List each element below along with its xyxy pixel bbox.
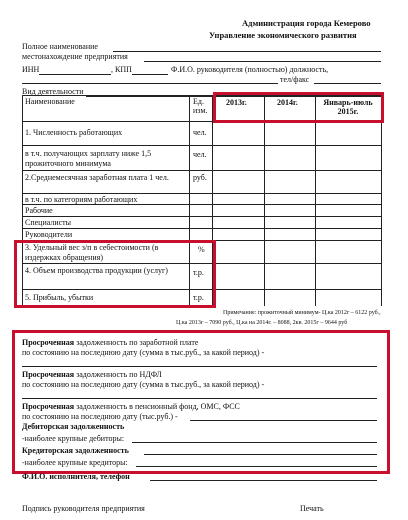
debtor-label: Дебиторская задолженность <box>22 422 125 431</box>
inn-label: ИНН <box>22 65 40 74</box>
highlight-years-header <box>213 92 384 123</box>
creditor-input[interactable] <box>144 454 377 455</box>
kpp-label: , КПП <box>111 65 132 74</box>
col-header-2015: Январь-июль 2015г. <box>323 98 373 116</box>
debt-funds-line2: по состоянию на последнюю дату (тыс.руб.) - <box>22 412 178 421</box>
note-line-2: Ц.ка 2013г – 7090 руб., Ц.ка на 2014г. – 8088, 2кв. 2015г – 9644 руб <box>176 320 348 326</box>
col-header-2014: 2014г. <box>277 98 298 107</box>
creditor-largest-input[interactable] <box>136 466 377 467</box>
phone-line[interactable] <box>314 83 381 84</box>
row-6-name: Специалисты <box>25 218 72 227</box>
row-7-name: Руководители <box>25 230 73 239</box>
inn-line[interactable] <box>39 74 111 75</box>
full-name-label: Полное наименование <box>22 42 98 51</box>
header-dept: Управление экономического развития <box>209 30 357 40</box>
debtor-largest-input[interactable] <box>132 442 377 443</box>
debt-ndfl-title: Просроченная задолженность по НДФЛ <box>22 370 162 379</box>
row-1-name: 1. Численность работающих <box>25 128 123 137</box>
col-header-2013: 2013г. <box>226 98 247 107</box>
location-label: местонахождение предприятия <box>22 52 128 61</box>
phone-label: тел/факс <box>280 75 310 84</box>
row-9-unit: т.р. <box>193 268 204 277</box>
debtor-largest-label: -наиболее крупные дебиторы: <box>22 434 125 443</box>
col-header-name: Наименование <box>25 97 75 106</box>
executor-label: Ф.И.О. исполнителя, телефон <box>22 472 130 481</box>
header-org: Администрация города Кемерово <box>242 18 371 28</box>
note-line-1: Примечание: прожиточный минимум- Ц.ка 2012г – 6122 руб., <box>223 310 381 316</box>
row-2-unit: чел. <box>193 150 207 159</box>
row-8-name: 3. Удельный вес з/п в себестоимости (в издержках обращения) <box>25 243 159 262</box>
executor-input[interactable] <box>150 480 377 481</box>
debt-wages-input[interactable] <box>22 366 377 367</box>
row-3-unit: руб. <box>193 173 207 182</box>
activity-label: Вид деятельности <box>22 87 84 96</box>
row-8-unit: % <box>198 245 205 254</box>
debt-funds-input[interactable] <box>190 420 377 421</box>
kpp-line[interactable] <box>132 74 168 75</box>
signature-label: Подпись руководителя предприятия <box>22 504 145 513</box>
creditor-label: Кредиторская задолженность <box>22 446 129 455</box>
debt-funds-title: Просроченная задолженность в пенсионный фонд, ОМС, ФСС <box>22 402 240 411</box>
stamp-label: Печать <box>300 504 324 513</box>
fio-label: Ф.И.О. руководителя (полностью) должность, <box>171 65 329 74</box>
row-3-name: 2.Среднемесячная заработная плата 1 чел. <box>25 173 169 182</box>
row-2-name: в т.ч. получающих зарплату ниже 1,5 прожиточного минимума <box>25 149 152 168</box>
row-9-name: 4. Объем производства продукции (услуг) <box>25 266 168 275</box>
highlight-rows-3-5 <box>14 240 216 308</box>
row-10-unit: т.р. <box>193 293 204 302</box>
row-5-name: Рабочие <box>25 206 53 215</box>
row-4-name: в т.ч. по категориям работающих <box>25 195 138 204</box>
debt-wages-line2: по состоянию на последнюю дату (сумма в тыс.руб., за какой период) - <box>22 348 265 357</box>
row-1-unit: чел. <box>193 128 207 137</box>
location-line[interactable] <box>144 61 381 62</box>
debt-wages-title: Просроченная задолженность по заработной плате <box>22 338 199 347</box>
debt-ndfl-line2: по состоянию на последнюю дату (сумма в тыс.руб., за какой период) - <box>22 380 265 389</box>
row-10-name: 5. Прибыль, убытки <box>25 293 94 302</box>
col-header-unit: Ед. изм. <box>193 97 208 115</box>
debt-ndfl-input[interactable] <box>22 398 377 399</box>
fio-line2[interactable] <box>22 83 278 84</box>
full-name-line[interactable] <box>113 51 381 52</box>
creditor-largest-label: -наиболее крупные кредиторы: <box>22 458 128 467</box>
